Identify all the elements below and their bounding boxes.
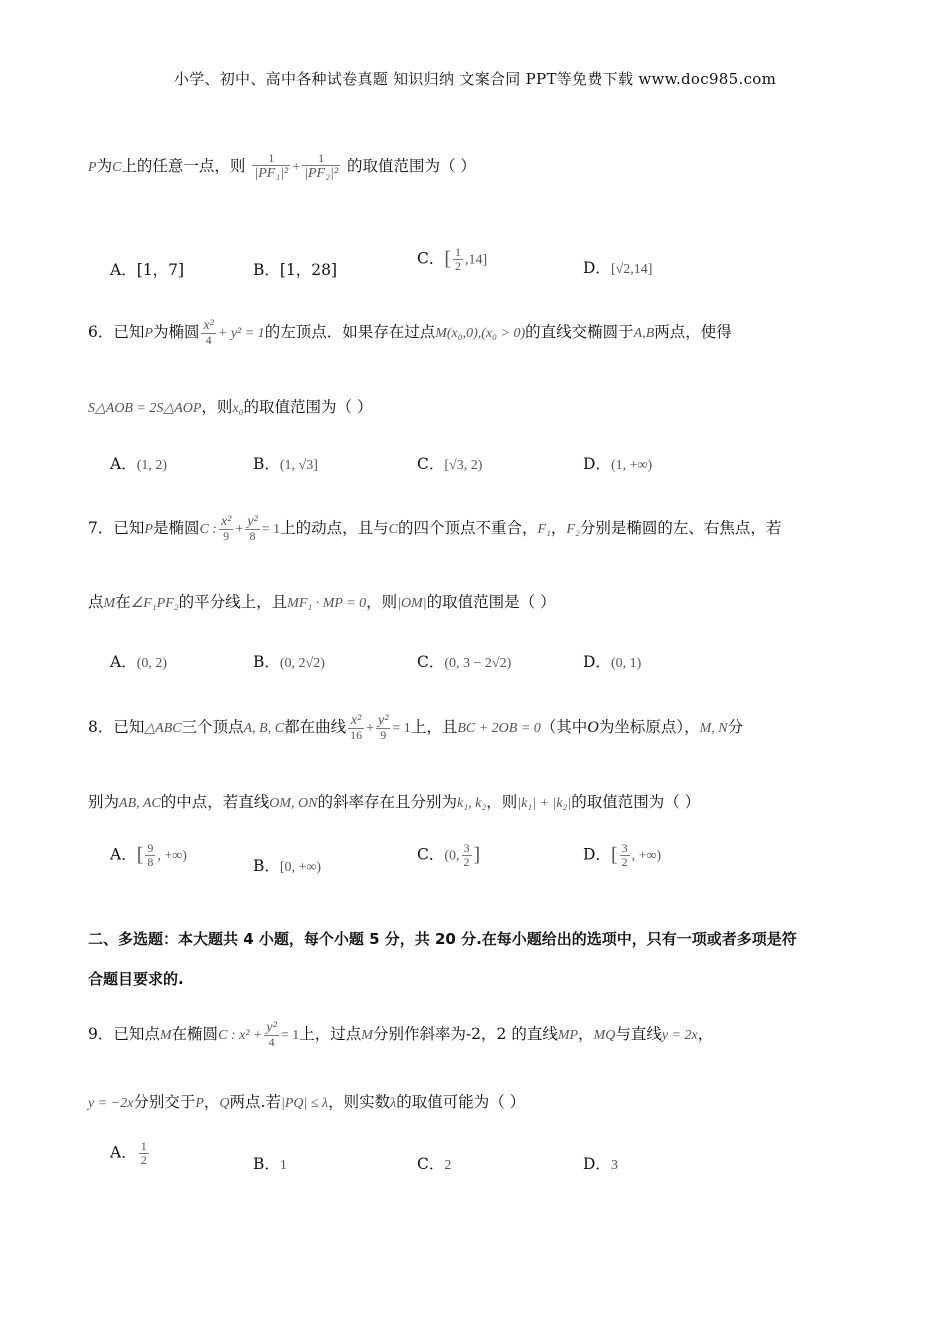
q6-point-p: P	[144, 325, 153, 341]
q5-text: 的取值范围为（ ）	[346, 156, 476, 175]
q8-stem: 8．已知△ABC三个顶点A, B, C都在曲线 $\frac{\text{x²}}{16}$ + $\frac{\text{y²}}{9}$ = 1上，且BC + 2OB = 0（其中O为坐标原点），M, N分	[88, 713, 744, 743]
q8-option-a[interactable]: A．[ $\frac{9}{8}$ , +∞)	[110, 841, 187, 870]
q6-fraction: $\frac{\text{x²}}{4}$	[203, 318, 214, 348]
q5-option-b[interactable]: B．[1，28]	[253, 261, 338, 279]
q7-option-b[interactable]: B．(0, 2√2)	[253, 653, 325, 671]
q5-stem	[88, 152, 890, 182]
q5-option-a[interactable]: A．[1，7]	[110, 261, 185, 279]
q5-point-p: P	[88, 159, 97, 175]
q7-stem-line2: 点M在∠F₁PF₂的平分线上，且MF₁ · MP = 0，则|OM|的取值范围是（ ）	[88, 593, 556, 611]
q7-option-d[interactable]: D．(0, 1)	[583, 653, 642, 671]
section2-heading: 二、多选题：本大题共 4 小题，每个小题 5 分，共 20 分.在每小题给出的选项中，只有一项或者多项是符	[88, 930, 797, 948]
q5-option-c[interactable]: C．[ $\frac{1}{2}$ ,14]	[417, 245, 488, 274]
q6-option-c[interactable]: C．[√3, 2)	[417, 455, 483, 473]
q9-option-a[interactable]: A． $\frac{1}{2}$	[110, 1139, 147, 1168]
q7-option-a[interactable]: A．(0, 2)	[110, 653, 168, 671]
q9-option-b[interactable]: B．1	[253, 1155, 287, 1173]
q6-area-relation: S△AOB = 2S△AOP	[88, 401, 202, 416]
q6-option-d[interactable]: D．(1, +∞)	[583, 455, 653, 473]
section2-heading-line2: 合题目要求的.	[88, 970, 184, 988]
page-header: 小学、初中、高中各种试卷真题 知识归纳 文案合同 PPT等免费下载 www.doc985.com	[173, 70, 777, 88]
q8-stem-line2: 别为AB, AC的中点，若直线OM, ON的斜率存在且分别为k₁, k₂，则|k₁| + |k₂|的取值范围为（ ）	[88, 793, 701, 811]
q9-stem-line2: y = −2x分别交于P，Q两点.若|PQ| ≤ λ，则实数λ的取值可能为（ ）	[88, 1093, 526, 1111]
q5-curve-c: C	[112, 159, 122, 175]
q6-stem: 6．已知P为椭圆 $\frac{\text{x²}}{4}$ + y² = 1的左顶点．如果存在过点M(x₀,0),(x₀ > 0)的直线交椭圆于A,B两点，使得	[88, 318, 732, 348]
q5-fraction-1: $\frac{1}{\text{|PF₁|²}}$	[254, 151, 289, 182]
q5-text: 为	[96, 156, 113, 175]
q6-option-a[interactable]: A．(1, 2)	[110, 455, 168, 473]
q7-stem: 7．已知P是椭圆C : $\frac{\text{x²}}{9}$ + $\frac{\text{y²}}{8}$ = 1上的动点，且与C的四个顶点不重合，F₁，F₂分别是椭圆的左、右焦点，若	[88, 514, 782, 544]
q7-option-c[interactable]: C．(0, 3 − 2√2)	[417, 653, 512, 671]
q5-option-d[interactable]: D．[√2,14]	[583, 259, 653, 277]
q6-point-m: M(x₀,0),(x₀ > 0)	[435, 325, 526, 341]
q8-option-b[interactable]: B．[0, +∞)	[253, 857, 322, 875]
q5-plus: +	[292, 159, 301, 175]
q5-fraction-2: $\frac{1}{\text{|PF₂|²}}$	[304, 151, 339, 182]
q9-stem: 9．已知点M在椭圆C : x² + $\frac{\text{y²}}{4}$ = 1上，过点M分别作斜率为-2，2 的直线MP，MQ与直线y = 2x，	[88, 1020, 714, 1050]
q8-option-d[interactable]: D．[ $\frac{3}{2}$ , +∞)	[583, 841, 662, 870]
q6-stem-line2: S△AOB = 2S△AOP，则x₀的取值范围为（ ）	[88, 398, 373, 416]
q6-option-b[interactable]: B．(1, √3]	[253, 455, 318, 473]
q5-text: 上的任意一点，则	[121, 156, 246, 175]
q8-option-c[interactable]: C．(0, $\frac{3}{2}$ ]	[417, 841, 481, 870]
q9-option-d[interactable]: D．3	[583, 1155, 618, 1173]
q9-option-c[interactable]: C．2	[417, 1155, 452, 1173]
